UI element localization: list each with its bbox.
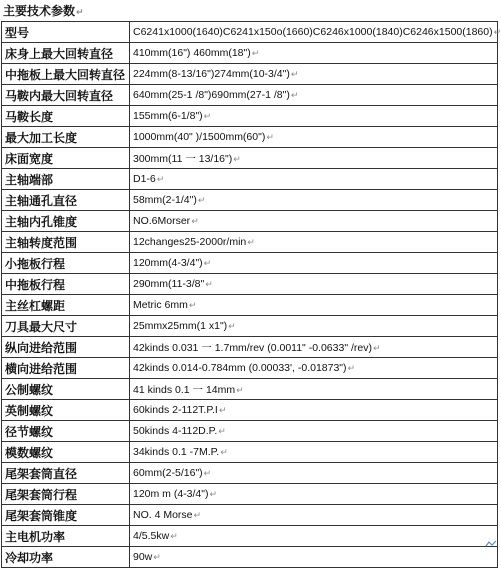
paragraph-mark-icon: ↵ — [205, 279, 213, 289]
spec-value-cell — [130, 253, 498, 274]
spec-value: 60mm(2-5/16") — [133, 467, 203, 479]
paragraph-mark-icon: ↵ — [191, 216, 199, 226]
spec-value-cell — [130, 64, 498, 85]
spec-row — [2, 106, 498, 127]
spec-value: Metric 6mm — [133, 299, 188, 311]
spec-value: 155mm(6-1/8") — [133, 110, 203, 122]
spec-label: 床身上最大回转直径 — [2, 43, 130, 64]
spec-label: 中拖板上最大回转直径 — [2, 64, 130, 85]
spec-value: 12changes25-2000r/min — [133, 236, 247, 248]
spec-label: 型号 — [2, 22, 130, 43]
paragraph-mark-icon: ↵ — [266, 132, 274, 142]
spec-label: 模数螺纹 — [2, 442, 130, 463]
spec-value-cell — [130, 442, 498, 463]
spec-label: 主轴转度范围 — [2, 232, 130, 253]
spec-value-cell — [130, 505, 498, 526]
paragraph-mark-icon: ↵ — [170, 531, 178, 541]
spec-value-cell — [130, 127, 498, 148]
paragraph-mark-icon: ↵ — [290, 90, 299, 100]
spec-label: 纵向进给范围 — [2, 337, 130, 358]
spec-row — [2, 64, 498, 85]
spec-label: 小拖板行程 — [2, 253, 130, 274]
spec-value: 50kinds 4-112D.P. — [133, 425, 218, 437]
paragraph-mark-icon: ↵ — [197, 195, 206, 205]
spec-label: 马鞍内最大回转直径 — [2, 85, 130, 106]
spec-row — [2, 169, 498, 190]
paragraph-mark-icon: ↵ — [203, 111, 212, 121]
spec-value: 300mm(11 一 13/16") — [133, 152, 233, 165]
spec-row — [2, 400, 498, 421]
spec-row — [2, 358, 498, 379]
spec-label: 刀具最大尺寸 — [2, 316, 130, 337]
paragraph-mark-icon: ↵ — [347, 363, 356, 373]
spec-label: 中拖板行程 — [2, 274, 130, 295]
specs-table-body — [2, 22, 501, 568]
paragraph-mark-icon: ↵ — [203, 258, 212, 268]
spec-value-cell — [130, 22, 501, 43]
spec-value: 1000mm(40" )/1500mm(60") — [133, 131, 266, 143]
spec-row — [2, 274, 498, 295]
spec-value: 4/5.5kw — [133, 530, 170, 542]
spec-value-cell — [130, 43, 498, 64]
spec-value-cell — [130, 169, 498, 190]
spec-value-cell — [130, 400, 498, 421]
spec-label: 冷却功率 — [2, 547, 130, 568]
spec-value: 42kinds 0.014-0.784mm (0.00033', -0.01873") — [133, 362, 347, 374]
paragraph-mark-icon: ↵ — [247, 237, 255, 247]
spec-row — [2, 295, 498, 316]
spec-row — [2, 463, 498, 484]
heading-text: 主要技术参数 — [3, 4, 76, 18]
spec-row — [2, 547, 498, 568]
paragraph-mark-icon: ↵ — [218, 405, 227, 415]
spec-row — [2, 337, 498, 358]
spec-value-cell — [130, 211, 498, 232]
spec-value-cell — [130, 337, 498, 358]
paragraph-mark-icon: ↵ — [193, 510, 202, 520]
paragraph-mark-icon: ↵ — [220, 447, 228, 457]
spec-value-cell — [130, 379, 498, 400]
spec-label: 床面宽度 — [2, 148, 130, 169]
spec-row — [2, 316, 498, 337]
spec-label: 主轴内孔锥度 — [2, 211, 130, 232]
corner-mark-icon — [485, 540, 497, 548]
spec-label: 最大加工长度 — [2, 127, 130, 148]
spec-row — [2, 43, 498, 64]
spec-value-cell — [130, 484, 498, 505]
spec-value-cell — [130, 148, 498, 169]
spec-value: 58mm(2-1/4") — [133, 194, 197, 206]
spec-row — [2, 484, 498, 505]
document-heading — [3, 2, 84, 20]
spec-value: 41 kinds 0.1 一 14mm — [133, 383, 236, 396]
spec-value: 34kinds 0.1 -7M.P. — [133, 446, 220, 458]
spec-value-cell — [130, 85, 498, 106]
spec-row — [2, 127, 498, 148]
spec-row — [2, 526, 498, 547]
spec-value: 120mm(4-3/4") — [133, 257, 203, 269]
spec-row — [2, 190, 498, 211]
spec-value: 640mm(25-1 /8")690mm(27-1 /8") — [133, 89, 290, 101]
spec-row — [2, 505, 498, 526]
spec-row — [2, 379, 498, 400]
spec-value-cell — [130, 106, 498, 127]
spec-row — [2, 232, 498, 253]
spec-value: 25mmx25mm(1 x1") — [133, 320, 228, 332]
spec-value: C6241x1000(1640)C6241x150o(1660)C6246x1000(1840)C6246x1500(1860) — [133, 26, 493, 38]
paragraph-mark-icon: ↵ — [156, 174, 165, 184]
spec-value: 90w — [133, 551, 153, 563]
spec-value: 410mm(16") 460mm(18") — [133, 47, 251, 59]
spec-row — [2, 85, 498, 106]
spec-label: 主轴端部 — [2, 169, 130, 190]
spec-label: 径节螺纹 — [2, 421, 130, 442]
paragraph-mark-icon: ↵ — [188, 300, 197, 310]
paragraph-mark-icon: ↵ — [203, 468, 212, 478]
spec-value-cell — [130, 547, 498, 568]
spec-row — [2, 442, 498, 463]
paragraph-mark-icon: ↵ — [218, 426, 226, 436]
spec-row — [2, 421, 498, 442]
spec-value-cell — [130, 358, 498, 379]
paragraph-mark-icon: ↵ — [233, 153, 241, 164]
paragraph-mark-icon: ↵ — [76, 8, 84, 18]
spec-label: 横向进给范围 — [2, 358, 130, 379]
spec-label: 公制螺纹 — [2, 379, 130, 400]
spec-value: 290mm(11-3/8" — [133, 278, 205, 290]
spec-value-cell — [130, 232, 498, 253]
spec-value-cell — [130, 526, 498, 547]
spec-value-cell — [130, 274, 498, 295]
spec-value-cell — [130, 463, 498, 484]
spec-value: 224mm(8-13/16")274mm(10-3/4") — [133, 68, 290, 80]
spec-value: 42kinds 0.031 一 1.7mm/rev (0.0011" -0.0633" /rev) — [133, 341, 372, 354]
spec-value-cell — [130, 316, 498, 337]
spec-label: 英制螺纹 — [2, 400, 130, 421]
spec-value: 120m m (4-3/4") — [133, 488, 209, 500]
paragraph-mark-icon: ↵ — [209, 489, 218, 499]
paragraph-mark-icon: ↵ — [153, 552, 161, 562]
paragraph-mark-icon: ↵ — [228, 321, 236, 331]
spec-label: 主轴通孔直径 — [2, 190, 130, 211]
spec-label: 尾架套筒行程 — [2, 484, 130, 505]
spec-value-cell — [130, 295, 498, 316]
spec-value: NO.6Morser — [133, 215, 191, 227]
paragraph-mark-icon: ↵ — [372, 342, 381, 353]
spec-value: 60kinds 2-112T.P.I — [133, 404, 218, 416]
specs-table — [1, 21, 501, 568]
paragraph-mark-icon: ↵ — [251, 48, 260, 58]
spec-value: D1-6 — [133, 173, 156, 185]
spec-value: NO. 4 Morse — [133, 509, 193, 521]
spec-label: 主丝杠螺距 — [2, 295, 130, 316]
spec-row — [2, 22, 498, 43]
paragraph-mark-icon: ↵ — [493, 27, 501, 37]
paragraph-mark-icon: ↵ — [236, 384, 244, 395]
spec-row — [2, 253, 498, 274]
spec-label: 主电机功率 — [2, 526, 130, 547]
paragraph-mark-icon: ↵ — [290, 69, 299, 79]
spec-row — [2, 148, 498, 169]
spec-value-cell — [130, 190, 498, 211]
spec-label: 马鞍长度 — [2, 106, 130, 127]
spec-value-cell — [130, 421, 498, 442]
spec-row — [2, 211, 498, 232]
spec-label: 尾架套筒锥度 — [2, 505, 130, 526]
spec-label: 尾架套筒直径 — [2, 463, 130, 484]
